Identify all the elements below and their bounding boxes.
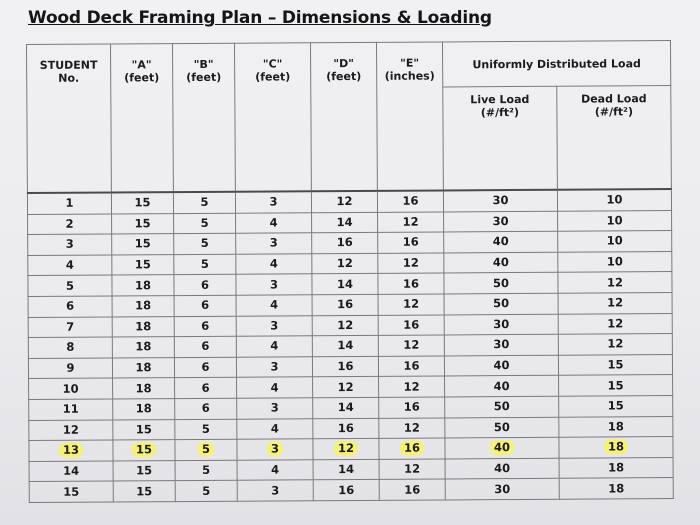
cell-value: 3: [270, 359, 279, 374]
cell-no: [28, 358, 112, 379]
cell-d: [313, 377, 379, 398]
cell-dead: [558, 313, 672, 334]
cell-value: 4: [65, 257, 74, 272]
cell-dead: [558, 251, 672, 272]
cell-value: 16: [404, 482, 421, 497]
cell-a: [113, 399, 175, 420]
cell-b: [175, 439, 237, 460]
cell-d: [313, 418, 379, 439]
cell-live: [445, 417, 559, 438]
cell-value: 15: [135, 422, 152, 437]
cell-live: [444, 314, 558, 335]
cell-live: [444, 252, 558, 273]
cell-value: 2: [65, 216, 74, 231]
cell-value: 12: [403, 296, 420, 311]
cell-no: [29, 481, 113, 502]
cell-value: 50: [492, 275, 510, 290]
cell-d: [312, 253, 378, 274]
cell-value: 3: [269, 277, 279, 292]
cell-value: 10: [606, 233, 623, 248]
cell-e: [379, 438, 445, 459]
cell-value: 4: [270, 338, 279, 353]
cell-c: [236, 254, 312, 275]
cell-value: 40: [492, 234, 509, 249]
cell-value: 12: [62, 422, 79, 437]
cell-live: [445, 376, 559, 397]
cell-value: 13: [59, 443, 83, 458]
cell-d: [313, 438, 379, 459]
cell-value: 7: [66, 319, 75, 334]
cell-b: [174, 213, 236, 234]
cell-value: 12: [403, 420, 420, 435]
cell-value: 1: [65, 196, 74, 211]
cell-value: 50: [493, 296, 510, 311]
cell-value: 15: [134, 236, 151, 251]
cell-value: 14: [337, 338, 354, 353]
cell-value: 50: [493, 419, 510, 434]
cell-value: 5: [200, 256, 209, 272]
cell-value: 12: [606, 275, 624, 290]
cell-value: 12: [337, 317, 354, 332]
cell-e: [379, 376, 445, 397]
cell-value: 14: [337, 400, 354, 415]
cell-value: 6: [201, 401, 210, 416]
cell-b: [173, 192, 235, 213]
cell-value: 10: [606, 213, 623, 228]
cell-value: 15: [607, 398, 624, 413]
cell-no: [28, 296, 112, 317]
cell-value: 16: [403, 399, 420, 414]
cell-a: [112, 296, 174, 317]
cell-value: 3: [271, 483, 280, 498]
cell-value: 15: [136, 463, 153, 478]
cell-d: [312, 336, 378, 357]
cell-no: [27, 192, 111, 214]
cell-dead: [559, 437, 673, 458]
cell-e: [379, 459, 445, 480]
cell-value: 12: [607, 316, 624, 331]
cell-value: 16: [336, 235, 353, 250]
cell-no: [28, 214, 112, 235]
cell-value: 18: [135, 319, 152, 334]
cell-value: 12: [607, 295, 624, 310]
cell-value: 4: [271, 462, 280, 477]
cell-value: 6: [66, 298, 75, 314]
cell-value: 14: [336, 276, 354, 291]
cell-a: [111, 192, 173, 213]
cell-value: 3: [270, 318, 279, 333]
cell-e: [378, 335, 444, 356]
cell-c: [236, 357, 312, 378]
header-b: "B" (feet): [173, 43, 236, 192]
cell-a: [112, 213, 174, 234]
cell-value: 12: [336, 194, 353, 209]
cell-live: [444, 293, 558, 314]
cell-value: 18: [135, 380, 152, 395]
cell-live: [445, 437, 559, 458]
cell-value: 15: [136, 483, 153, 498]
cell-value: 30: [493, 337, 510, 352]
cell-value: 5: [198, 442, 214, 457]
cell-value: 5: [202, 483, 211, 498]
cell-no: [28, 337, 112, 358]
loading-table: [26, 40, 674, 503]
cell-value: 30: [493, 316, 510, 332]
cell-b: [174, 275, 236, 296]
cell-c: [237, 398, 313, 419]
cell-no: [29, 399, 113, 420]
cell-c: [237, 439, 313, 460]
cell-c: [236, 315, 312, 336]
cell-value: 3: [270, 400, 279, 415]
cell-d: [313, 480, 379, 501]
cell-live: [445, 396, 559, 417]
cell-e: [379, 397, 445, 418]
header-c: "C" (feet): [234, 43, 311, 192]
cell-value: 30: [492, 193, 509, 208]
cell-a: [113, 378, 175, 399]
cell-value: 10: [606, 254, 623, 269]
cell-dead: [559, 416, 673, 437]
cell-e: [378, 253, 444, 274]
cell-d: [312, 356, 378, 377]
cell-value: 40: [490, 440, 514, 455]
cell-value: 15: [607, 357, 624, 372]
cell-no: [28, 255, 112, 276]
cell-b: [175, 378, 237, 399]
cell-value: 15: [134, 257, 151, 272]
cell-dead: [558, 210, 672, 231]
cell-value: 16: [337, 359, 354, 374]
cell-dead: [558, 354, 672, 375]
cell-value: 3: [267, 442, 283, 457]
cell-d: [312, 294, 378, 315]
cell-live: [443, 190, 557, 212]
cell-value: 18: [135, 298, 152, 313]
cell-value: 15: [134, 195, 151, 210]
cell-value: 16: [338, 482, 355, 497]
cell-c: [236, 274, 312, 295]
cell-value: 9: [66, 360, 75, 375]
cell-c: [237, 480, 313, 501]
cell-value: 40: [492, 255, 509, 270]
cell-d: [312, 315, 378, 336]
cell-value: 14: [338, 462, 355, 477]
header-student: STUDENT No.: [27, 44, 112, 193]
cell-value: 12: [337, 379, 354, 394]
cell-e: [379, 417, 445, 438]
cell-e: [378, 356, 444, 377]
cell-no: [28, 234, 112, 255]
cell-c: [236, 212, 312, 233]
cell-e: [378, 294, 444, 315]
cell-d: [312, 212, 378, 233]
cell-b: [174, 316, 236, 337]
cell-e: [378, 232, 444, 253]
cell-value: 4: [269, 215, 278, 230]
cell-value: 12: [403, 379, 420, 394]
cell-value: 50: [493, 399, 510, 414]
cell-no: [28, 275, 112, 296]
cell-value: 16: [337, 420, 354, 435]
cell-value: 16: [337, 297, 354, 312]
cell-e: [377, 190, 443, 211]
cell-value: 40: [493, 378, 510, 393]
cell-b: [175, 460, 237, 481]
header-a: "A" (feet): [111, 44, 174, 193]
cell-live: [444, 273, 558, 294]
cell-value: 16: [402, 193, 419, 209]
cell-value: 18: [608, 480, 625, 496]
cell-live: [444, 334, 558, 355]
cell-value: 5: [200, 215, 209, 230]
cell-no: [28, 317, 112, 338]
cell-value: 12: [607, 336, 624, 351]
cell-value: 6: [201, 318, 210, 333]
cell-live: [445, 479, 559, 500]
cell-value: 40: [494, 461, 511, 476]
cell-value: 5: [202, 462, 211, 477]
cell-value: 6: [201, 359, 210, 374]
cell-c: [237, 418, 313, 439]
table-row: [29, 478, 673, 503]
header-dead-load: Dead Load (#/ft²): [557, 86, 672, 190]
cell-value: 16: [403, 358, 420, 373]
cell-dead: [557, 189, 671, 211]
header-udl: Uniformly Distributed Load: [442, 41, 670, 87]
cell-value: 10: [62, 381, 79, 396]
cell-dead: [558, 334, 672, 355]
cell-e: [378, 273, 444, 294]
cell-value: 5: [200, 195, 209, 210]
header-d: "D" (feet): [310, 42, 377, 191]
cell-d: [312, 274, 378, 295]
cell-value: 8: [66, 340, 75, 355]
cell-value: 16: [402, 235, 419, 250]
cell-value: 18: [607, 419, 624, 434]
cell-value: 18: [135, 360, 152, 375]
cell-b: [175, 398, 237, 419]
cell-value: 5: [65, 278, 75, 293]
cell-a: [112, 275, 174, 296]
cell-value: 3: [269, 235, 278, 250]
page-title: Wood Deck Framing Plan – Dimensions & Loading: [28, 8, 492, 28]
cell-a: [112, 357, 174, 378]
cell-dead: [559, 478, 673, 499]
cell-dead: [558, 272, 672, 293]
cell-value: 30: [492, 213, 509, 229]
cell-value: 12: [403, 338, 420, 353]
cell-value: 18: [134, 277, 152, 293]
cell-live: [445, 458, 559, 479]
cell-dead: [558, 231, 672, 252]
cell-value: 15: [607, 377, 624, 393]
cell-b: [174, 254, 236, 275]
cell-a: [113, 460, 175, 481]
cell-value: 6: [201, 380, 210, 395]
cell-value: 16: [403, 317, 420, 332]
cell-b: [174, 357, 236, 378]
cell-b: [174, 233, 236, 254]
cell-value: 11: [62, 401, 79, 417]
cell-c: [236, 233, 312, 254]
cell-dead: [559, 457, 673, 478]
cell-value: 12: [336, 256, 353, 271]
cell-a: [112, 337, 174, 358]
cell-dead: [559, 395, 673, 416]
cell-c: [237, 377, 313, 398]
cell-value: 5: [201, 421, 210, 436]
cell-live: [444, 211, 558, 232]
cell-b: [174, 336, 236, 357]
cell-live: [444, 355, 558, 376]
cell-e: [378, 212, 444, 233]
cell-value: 14: [336, 214, 353, 229]
cell-d: [313, 397, 379, 418]
cell-b: [175, 419, 237, 440]
cell-value: 3: [269, 194, 278, 209]
cell-value: 18: [604, 440, 628, 455]
cell-value: 4: [270, 421, 279, 436]
cell-value: 6: [200, 277, 210, 292]
cell-value: 18: [135, 339, 152, 354]
cell-value: 15: [63, 484, 80, 499]
cell-value: 30: [494, 481, 511, 496]
cell-c: [237, 459, 313, 480]
cell-value: 12: [334, 441, 358, 456]
cell-a: [113, 440, 175, 461]
cell-value: 6: [201, 339, 210, 354]
cell-value: 4: [270, 380, 279, 395]
cell-value: 4: [270, 297, 279, 312]
cell-a: [113, 481, 175, 502]
cell-a: [112, 316, 174, 337]
cell-value: 18: [135, 401, 152, 416]
cell-b: [175, 481, 237, 502]
cell-value: 12: [402, 255, 419, 270]
cell-c: [235, 191, 311, 213]
cell-value: 16: [402, 276, 420, 291]
cell-b: [174, 295, 236, 316]
cell-a: [112, 234, 174, 255]
cell-value: 5: [200, 236, 209, 251]
cell-value: 6: [201, 298, 210, 313]
cell-a: [112, 254, 174, 275]
cell-value: 14: [63, 463, 80, 478]
cell-a: [113, 419, 175, 440]
cell-no: [29, 378, 113, 399]
cell-no: [29, 440, 113, 461]
cell-live: [444, 231, 558, 252]
cell-value: 12: [404, 461, 421, 476]
cell-no: [29, 461, 113, 482]
cell-c: [236, 336, 312, 357]
header-live-load: Live Load (#/ft²): [443, 86, 558, 190]
cell-value: 4: [269, 256, 278, 271]
table-body: [27, 189, 673, 502]
cell-e: [378, 315, 444, 336]
cell-value: 40: [493, 358, 510, 373]
cell-dead: [558, 293, 672, 314]
cell-d: [313, 459, 379, 480]
cell-value: 10: [606, 192, 623, 207]
cell-value: 15: [132, 443, 156, 458]
header-e: "E" (inches): [376, 42, 443, 191]
cell-dead: [559, 375, 673, 396]
cell-e: [379, 479, 445, 500]
cell-value: 3: [65, 237, 74, 252]
cell-value: 18: [608, 460, 625, 475]
cell-no: [29, 420, 113, 441]
cell-value: 15: [134, 216, 151, 231]
cell-c: [236, 295, 312, 316]
cell-value: 12: [402, 214, 419, 229]
cell-value: 16: [400, 441, 424, 456]
cell-d: [312, 233, 378, 254]
cell-d: [311, 191, 377, 212]
